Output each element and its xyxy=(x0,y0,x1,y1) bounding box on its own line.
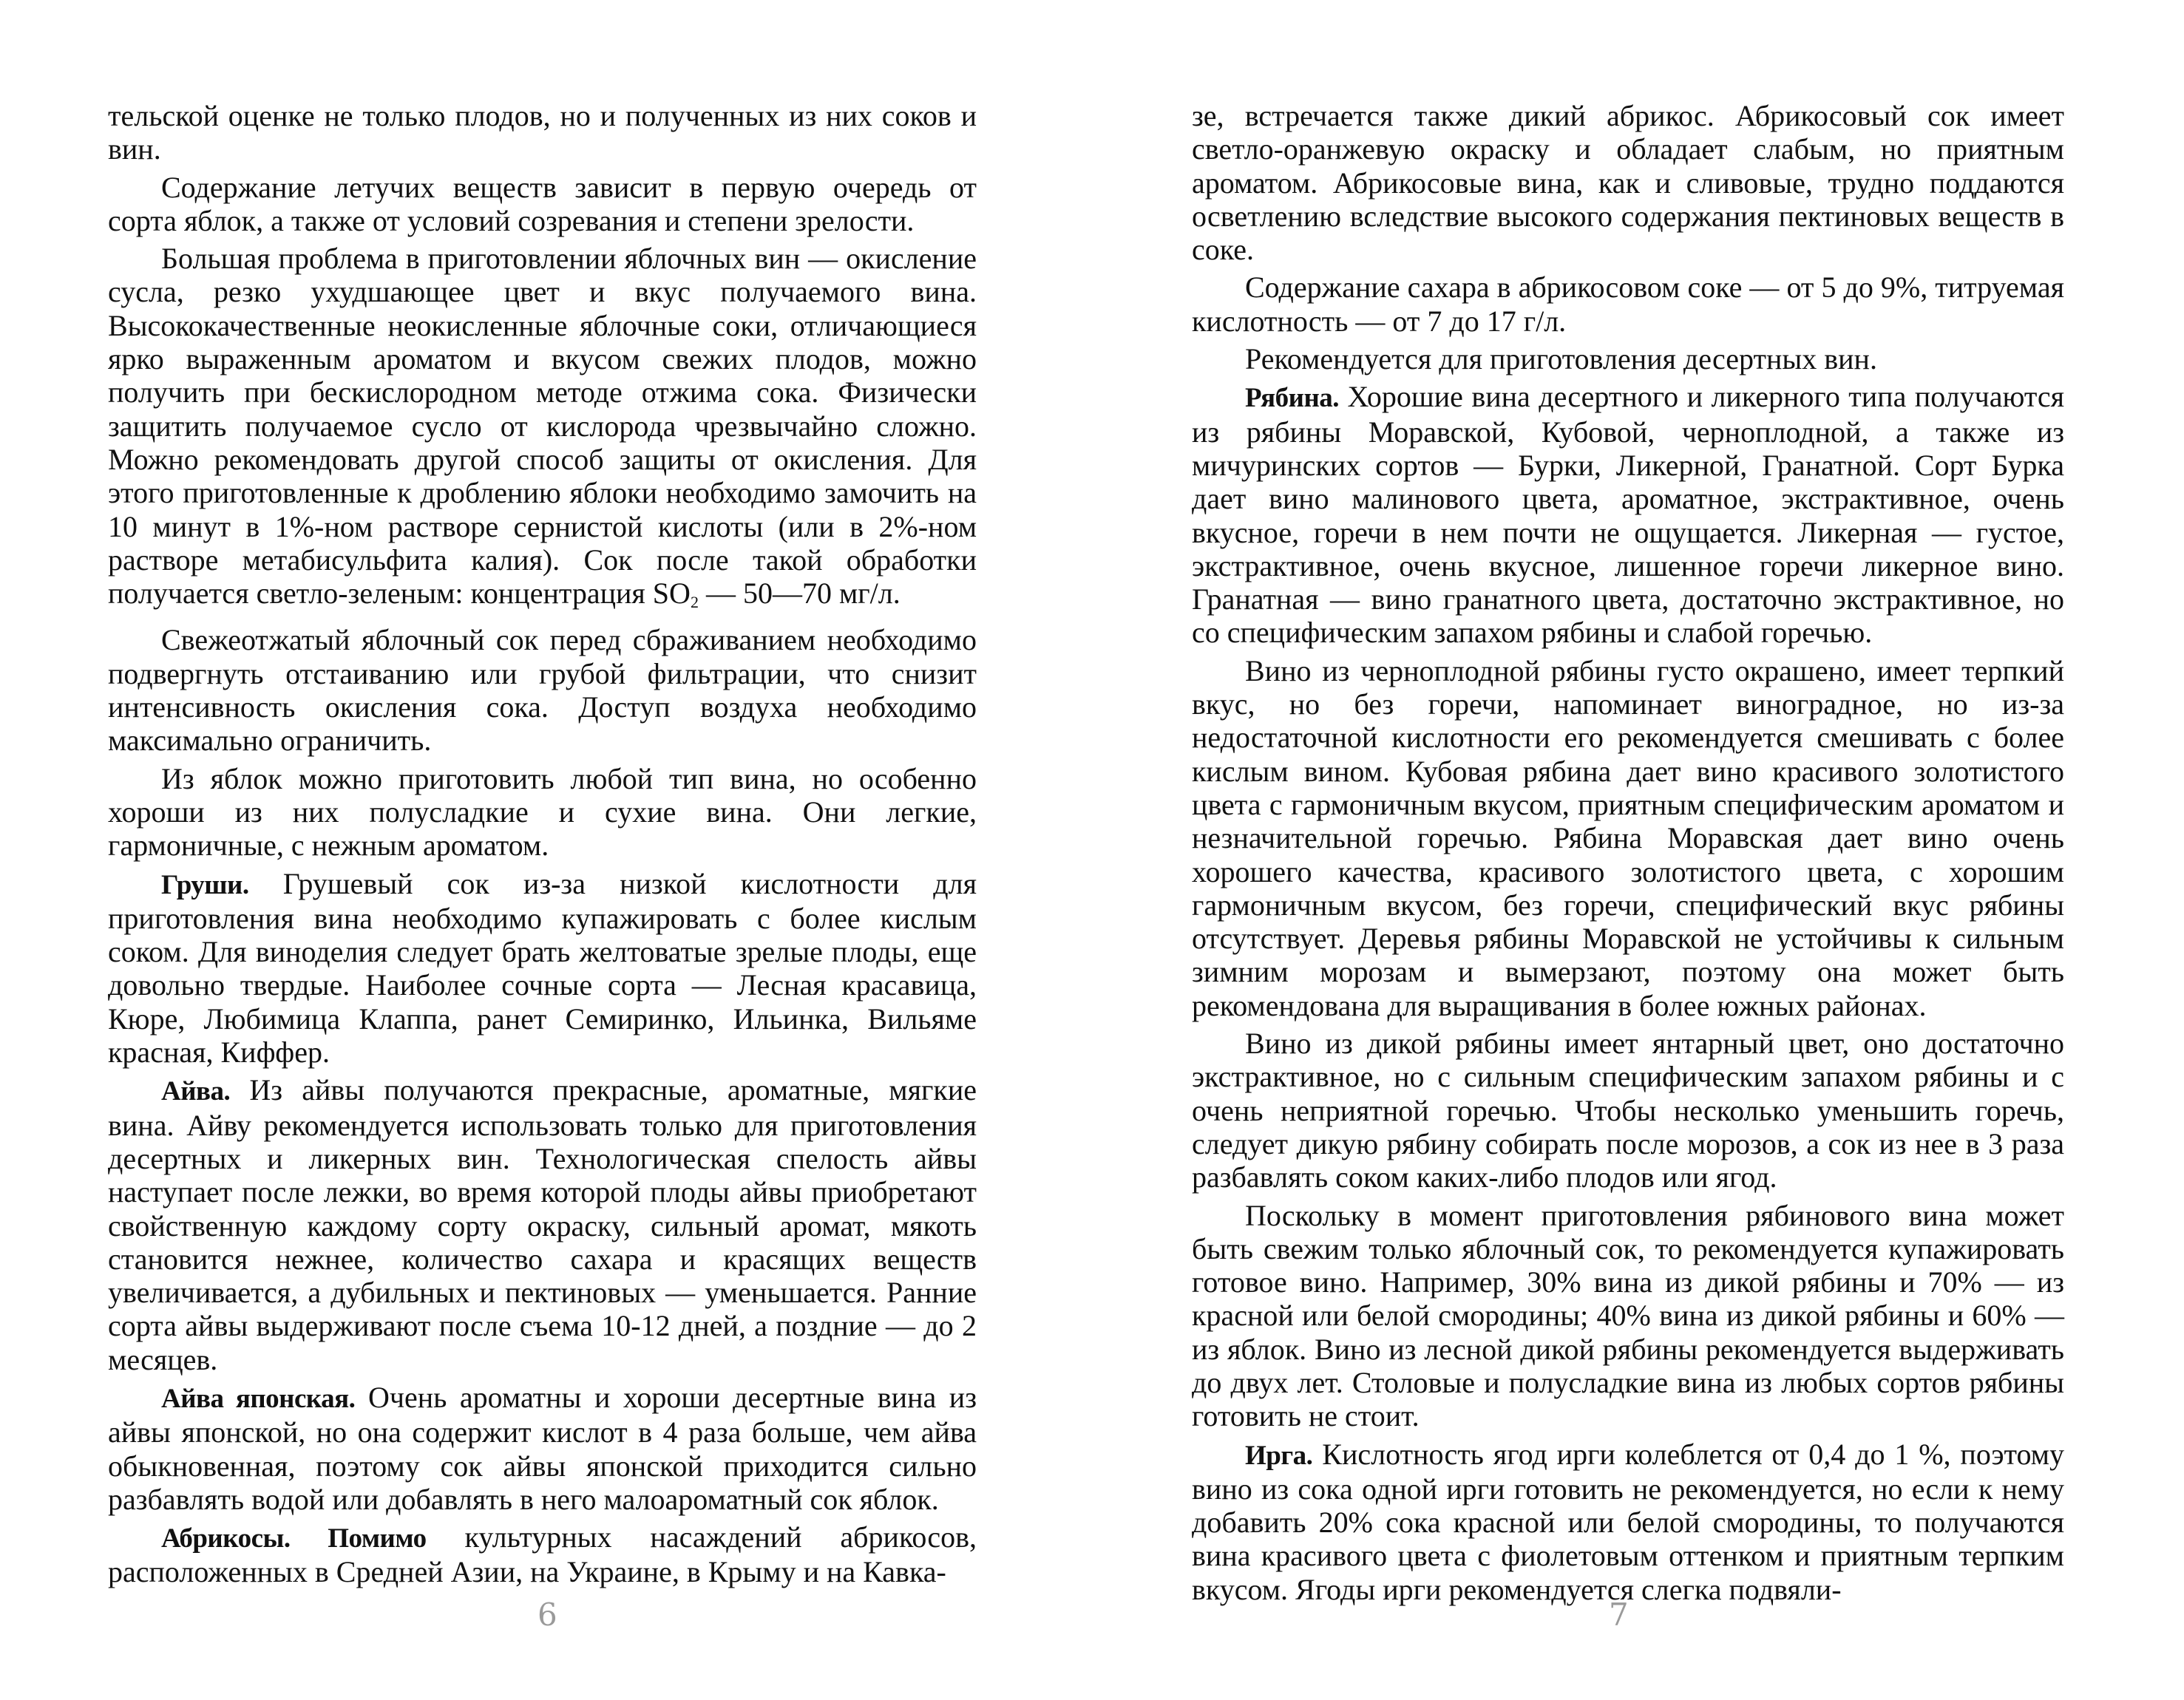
section-heading: Айва. xyxy=(161,1076,231,1107)
paragraph: Айва японская. Очень ароматны и хороши десертные вина из айвы японской, но она содержит кислот в 4 раза больше, чем айва обыкновенная, поэтому сок айвы японской приходится сильно разбавлять водой или добавлять в него малоароматный сок яблок. xyxy=(108,1380,977,1516)
paragraph: Содержание летучих веществ зависит в первую очередь от сорта яблок, а также от условий созревания и степени зрелости. xyxy=(108,170,977,237)
paragraph: зе, встречается также дикий абрикос. Абрикосовый сок имеет светло-оранжевую окраску и обладает слабым, но приятным ароматом. Абрикосовые вина, как и сливовые, трудно поддаются осветлению вследствие высокого содержания пектиновых веществ в соке. xyxy=(1192,99,2064,267)
paragraph: Большая проблема в приготовлении яблочных вин — окисление сусла, резко ухудшающее цвет и вкус получаемого вина. Высококачественные неокисленные яблочные соки, отличающиеся ярко выраженным ароматом и вкусом свежих плодов, можно получить при бескислородном методе отжима сока. Физически защитить получаемое сусло от кислорода чрезвычайно сложно. Можно рекомендовать другой способ защиты от окисления. Для этого приготовленные к дроблению яблоки необходимо замочить на 10 минут в 1%-ном растворе сернистой кислоты (или в 2%-ном растворе метабисульфита калия). Сок после такой обработки получается светло-зеленым: концентрация $SO_2$ — 50—70 мг/л. xyxy=(108,242,977,612)
section-heading: Абрикосы. Помимо xyxy=(161,1523,427,1554)
paragraph: Поскольку в момент приготовления рябинового вина может быть свежим только яблочный сок, то рекомендуется купажировать готовое вино. Например, 30% вина из дикой рябины и 70% — из красной или белой смородины; 40% вина из дикой рябины и 60% — из яблок. Вино из лесной дикой рябины рекомендуется выдерживать до двух лет. Столовые и полусладкие вина из любых сортов рябины готовить не стоит. xyxy=(1192,1198,2064,1433)
section-heading: Айва японская. xyxy=(161,1383,356,1414)
paragraph: Ирга. Кислотность ягод ирги колеблется от 0,4 до 1 %, поэтому вино из сока одной ирги готовить не рекомендуется, но если к нему добавить 20% сока красной или белой смородины, то получаются вина красивого цвета с фиолетовым оттенком и приятным терпким вкусом. Ягоды ирги рекомендуется слегка подвяли- xyxy=(1192,1437,2064,1606)
paragraph: Абрикосы. Помимо культурных насаждений абрикосов, расположенных в Средней Азии, на Украине, в Крыму и на Кавка- xyxy=(108,1520,977,1589)
page-number: 6 xyxy=(537,1597,557,1633)
paragraph: Вино из дикой рябины имеет янтарный цвет, оно достаточно экстрактивное, но с сильным специфическим запахом рябины и с очень неприятной горечью. Чтобы несколько уменьшить горечь, следует дикую рябину собирать после морозов, а сок из нее в 3 раза разбавлять соком каких-либо плодов или ягод. xyxy=(1192,1027,2064,1194)
section-heading: Груши. xyxy=(161,869,249,900)
page-number: 7 xyxy=(1609,1597,1629,1633)
paragraph: Айва. Из айвы получаются прекрасные, ароматные, мягкие вина. Айву рекомендуется использовать только для приготовления десертных и ликерных вин. Технологическая спелость айвы наступает после лежки, во время которой плоды айвы приобретают свойственную каждому сорту окраску, сильный аромат, мякоть становится нежнее, количество сахара и красящих веществ увеличивается, а дубильных и пектиновых — уменьшается. Ранние сорта айвы выдерживают после съема 10-12 дней, а поздние — до 2 месяцев. xyxy=(108,1073,977,1376)
paragraph: Груши. Грушевый сок из-за низкой кислотности для приготовления вина необходимо купажировать с более кислым соком. Для виноделия следует брать желтоватые зрелые плоды, еще довольно твердые. Наиболее сочные сорта — Лесная красавица, Кюре, Любимица Клаппа, ранет Семиринко, Ильинка, Вильяме красная, Киффер. xyxy=(108,866,977,1070)
section-heading: Рябина. xyxy=(1245,383,1340,414)
paragraph: Свежеотжатый яблочный сок перед сбраживанием необходимо подвергнуть отстаиванию или грубой фильтрации, что снизит интенсивность окисления сока. Доступ воздуха необходимо максимально ограничить. xyxy=(108,623,977,758)
paragraph: Вино из черноплодной рябины густо окрашено, имеет терпкий вкус, но без горечи, напоминает виноградное, но из-за недостаточной кислотности его рекомендуется смешивать с более кислым вином. Кубовая рябина дает вино красивого золотистого цвета с гармоничным вкусом, приятным специфическим ароматом и незначительной горечью. Рябина Моравская дает вино очень хорошего качества, красивого золотистого цвета, с хорошим гармоничным вкусом, без горечи, специфический вкус рябины отсутствует. Деревья рябины Моравской не устойчивы к сильным зимним морозам и вымерзают, поэтому она может быть рекомендована для выращивания в более южных районах. xyxy=(1192,653,2064,1022)
paragraph: Из яблок можно приготовить любой тип вина, но особенно хороши из них полусладкие и сухие вина. Они легкие, гармоничные, с нежным ароматом. xyxy=(108,761,977,863)
right-page xyxy=(1092,0,2184,1700)
section-heading: Ирга. xyxy=(1245,1440,1313,1471)
paragraph: Рябина. Хорошие вина десертного и ликерного типа получаются из рябины Моравской, Кубовой, черноплодной, а также из мичуринских сортов — Бурки, Ликерной, Гранатной. Сорт Бурка дает вино малинового цвета, ароматное, экстрактивное, очень вкусное, горечи в нем почти не ощущается. Ликерная — густое, экстрактивное, очень вкусное, лишенное горечи ликерное вино. Гранатная — вино гранатного цвета, достаточно экстрактивное, но со специфическим запахом рябины и слабой горечью. xyxy=(1192,380,2064,650)
left-page-text xyxy=(108,99,977,1594)
paragraph: Рекомендуется для приготовления десертных вин. xyxy=(1245,342,1877,376)
right-page-text xyxy=(1192,99,2064,1611)
paragraph: Содержание сахара в абрикосовом соке — от 5 до 9%, титруемая кислотность — от 7 до 17 г/л. xyxy=(1192,271,2064,338)
paragraph: тельской оценке не только плодов, но и полученных из них соков и вин. xyxy=(108,99,977,166)
